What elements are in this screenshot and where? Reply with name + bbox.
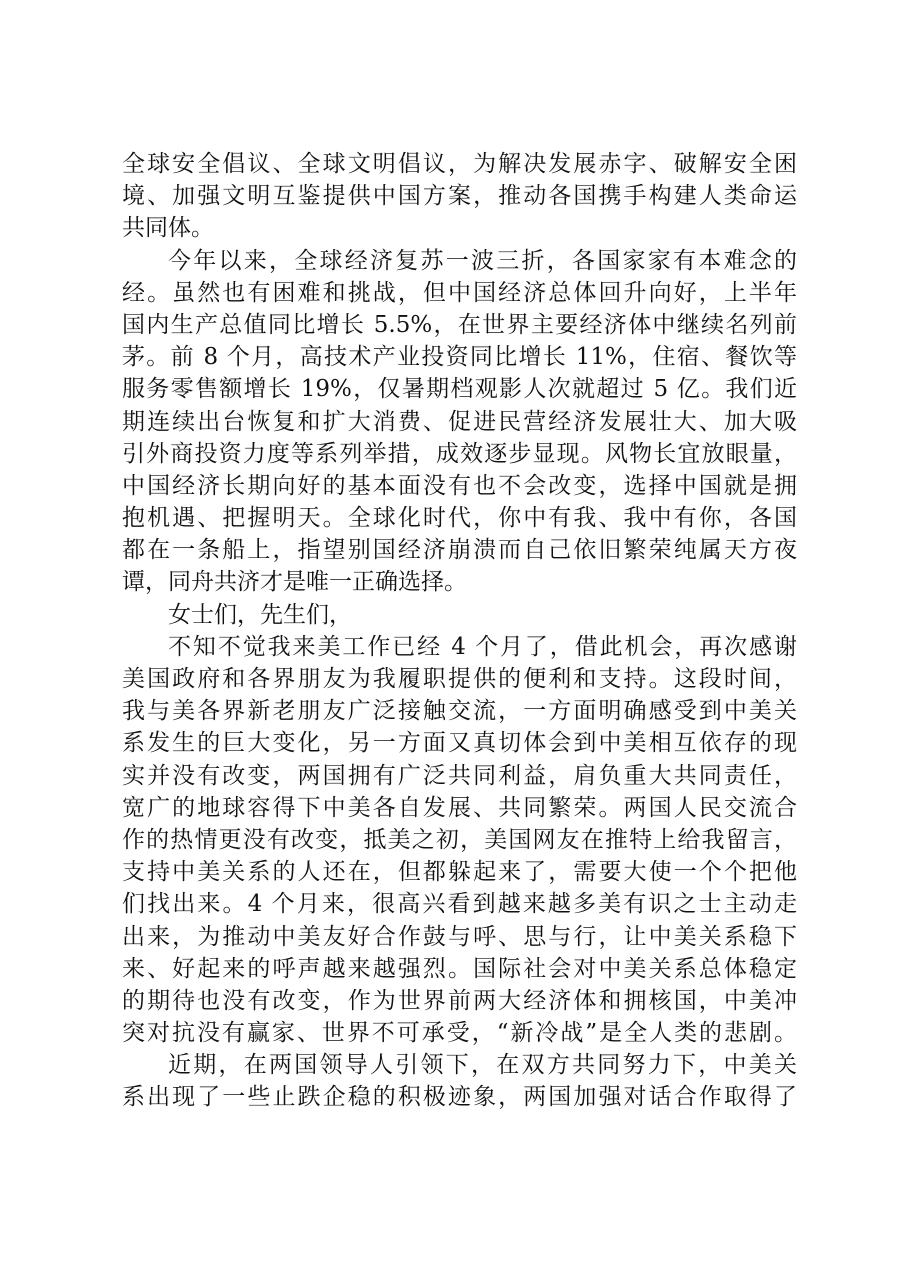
text-line: 美国政府和各界朋友为我履职提供的便利和支持。这段时间， <box>122 666 797 692</box>
text-line: 们找出来。4 个月来，很高兴看到越来越多美有识之士主动走 <box>122 891 797 918</box>
text-line: 宽广的地球容得下中美各自发展、共同繁荣。两国人民交流合 <box>122 794 797 821</box>
text-line: 今年以来，全球经济复苏一波三折，各国家家有本难念的 <box>168 247 797 274</box>
text-line: 抱机遇、把握明天。全球化时代，你中有我、我中有你，各国 <box>122 505 797 532</box>
text-line: 经。虽然也有困难和挑战，但中国经济总体回升向好，上半年 <box>122 279 797 306</box>
text-line: 的期待也没有改变，作为世界前两大经济体和拥核国，中美冲 <box>122 987 797 1014</box>
text-line: 茅。前 8 个月，高技术产业投资同比增长 11%，住宿、餐饮等 <box>122 344 797 371</box>
text-line: 女士们，先生们， <box>168 601 352 628</box>
text-line: 谭，同舟共济才是唯一正确选择。 <box>122 569 467 596</box>
body-text <box>122 148 797 1114</box>
text-line: 全球安全倡议、全球文明倡议，为解决发展赤字、破解安全困 <box>122 151 797 177</box>
text-line: 共同体。 <box>122 215 214 242</box>
text-line: 出来，为推动中美友好合作鼓与呼、思与行，让中美关系稳下 <box>122 923 797 950</box>
text-line: 不知不觉我来美工作已经 4 个月了，借此机会，再次感谢 <box>168 633 797 660</box>
text-line: 支持中美关系的人还在，但都躲起来了，需要大使一个个把他 <box>122 859 797 886</box>
text-line: 我与美各界新老朋友广泛接触交流，一方面明确感受到中美关 <box>122 698 797 725</box>
text-line: 来、好起来的呼声越来越强烈。国际社会对中美关系总体稳定 <box>122 955 797 982</box>
text-line: 中国经济长期向好的基本面没有也不会改变，选择中国就是拥 <box>122 472 797 499</box>
text-line: 实并没有改变，两国拥有广泛共同利益，肩负重大共同责任， <box>122 762 797 789</box>
text-line: 系出现了一些止跌企稳的积极迹象，两国加强对话合作取得了 <box>122 1084 797 1111</box>
text-line: 近期，在两国领导人引领下，在双方共同努力下，中美关 <box>168 1052 797 1079</box>
text-line: 期连续出台恢复和扩大消费、促进民营经济发展壮大、加大吸 <box>122 408 797 435</box>
text-line: 国内生产总值同比增长 5.5%，在世界主要经济体中继续名列前 <box>122 311 797 338</box>
text-line: 系发生的巨大变化，另一方面又真切体会到中美相互依存的现 <box>122 730 797 757</box>
text-line: 服务零售额增长 19%，仅暑期档观影人次就超过 5 亿。我们近 <box>122 376 797 403</box>
text-line: 引外商投资力度等系列举措，成效逐步显现。风物长宜放眼量， <box>122 440 797 467</box>
text-line: 境、加强文明互鉴提供中国方案，推动各国携手构建人类命运 <box>122 183 797 210</box>
text-line: 都在一条船上，指望别国经济崩溃而自己依旧繁荣纯属天方夜 <box>122 537 797 564</box>
text-line: 突对抗没有赢家、世界不可承受，“新冷战”是全人类的悲剧。 <box>122 1020 797 1047</box>
text-line: 作的热情更没有改变，抵美之初，美国网友在推特上给我留言， <box>122 826 797 853</box>
